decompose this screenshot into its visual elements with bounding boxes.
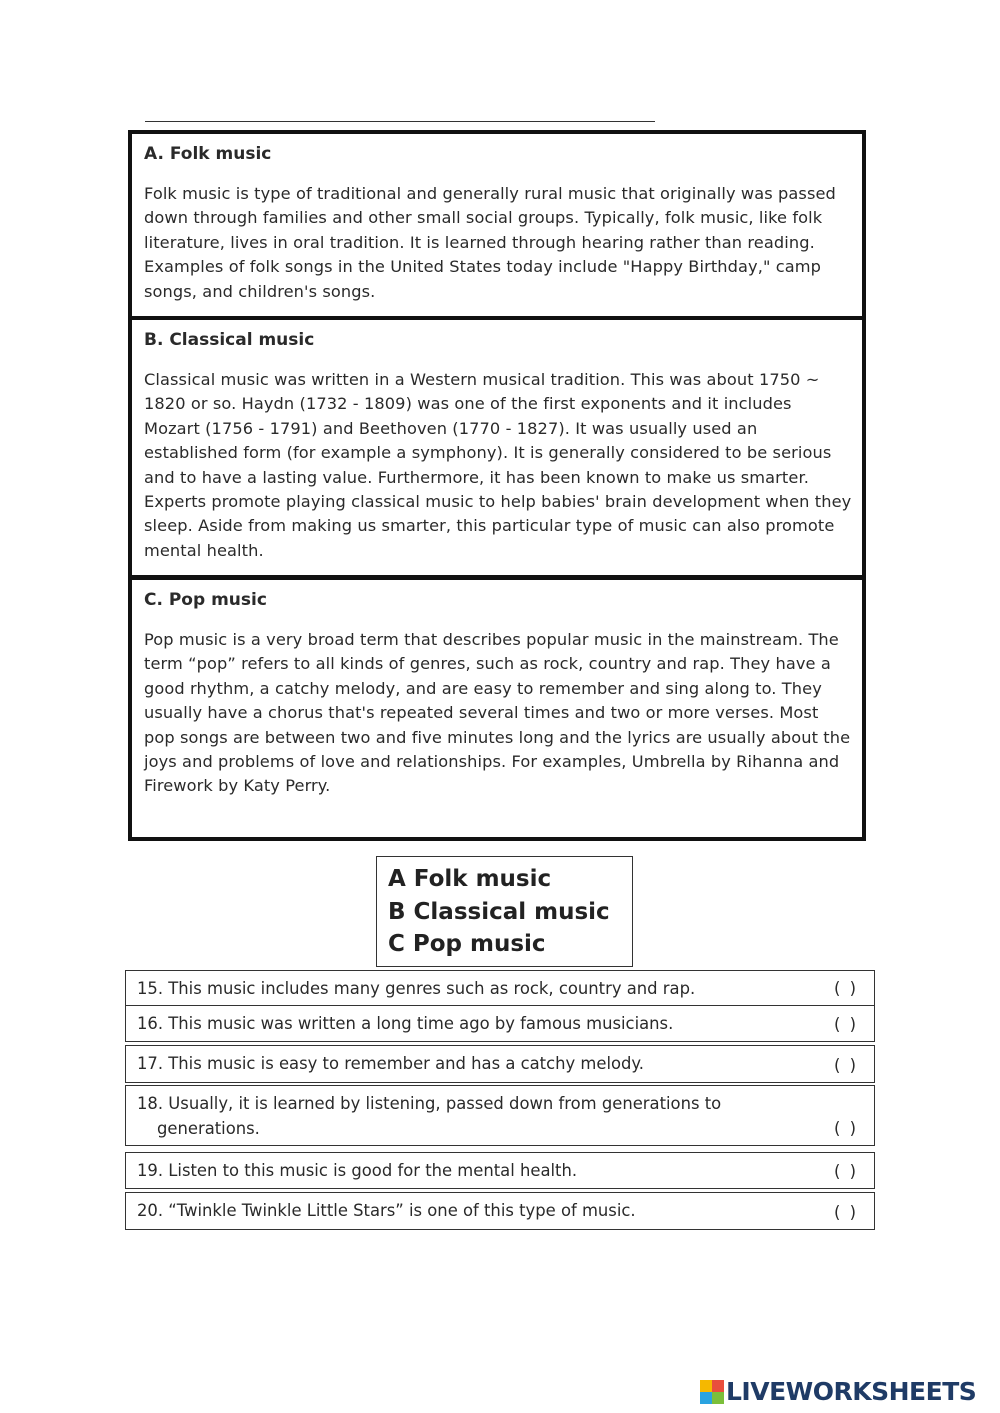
answer-blank[interactable]: ( ) bbox=[834, 1162, 858, 1181]
answer-blank[interactable]: ( ) bbox=[834, 1056, 858, 1075]
question-text: 19. Listen to this music is good for the mental health. bbox=[137, 1161, 578, 1180]
logo-square-red bbox=[712, 1380, 724, 1392]
liveworksheets-logo[interactable] bbox=[700, 1377, 976, 1406]
question-19 bbox=[125, 1152, 875, 1189]
section-title: C. Pop music bbox=[144, 590, 267, 610]
legend-item-a: A Folk music bbox=[388, 866, 552, 892]
section-body: Pop music is a very broad term that describes popular music in the mainstream. The term “pop” refers to all kinds of genres, such as rock, country and rap. They have a good rhythm, a catchy melody, and are easy to remember and sing along to. They usually have a chorus that's repeated several times and two or more verses. Most pop songs are between two and five minutes long and the lyrics are usually about the joys and problems of love and relationships. For examples, Umbrella by Rihanna and Firework by Katy Perry. bbox=[144, 630, 851, 796]
top-rule bbox=[145, 121, 655, 122]
answer-blank[interactable]: ( ) bbox=[834, 1015, 858, 1034]
liveworksheets-logo-icon bbox=[700, 1380, 724, 1404]
section-body: Classical music was written in a Western musical tradition. This was about 1750 ~ 1820 or so. Haydn (1732 - 1809) was one of the first exponents and it includes Mozart (1756 - 1791) and Beethoven (1770 - 1827). It was usually used an established form (for example a symphony). It is generally considered to be serious and to have a lasting value. Furthermore, it has been known to make us smarter. Experts promote playing classical music to help babies' brain development when they sleep. Aside from making us smarter, this particular type of music can also promote mental health. bbox=[144, 370, 852, 560]
logo-text: LIVEWORKSHEETS bbox=[726, 1377, 977, 1406]
legend-item-b: B Classical music bbox=[388, 898, 610, 925]
logo-square-blue bbox=[700, 1392, 712, 1404]
answer-blank[interactable]: ( ) bbox=[834, 1203, 858, 1222]
logo-square-green bbox=[712, 1392, 724, 1404]
question-16 bbox=[125, 1005, 875, 1042]
question-18 bbox=[125, 1085, 875, 1146]
question-text-continued: generations. bbox=[157, 1119, 260, 1138]
question-17 bbox=[125, 1045, 875, 1083]
section-pop-music bbox=[128, 576, 866, 841]
section-title: B. Classical music bbox=[144, 330, 315, 350]
question-15 bbox=[125, 970, 875, 1006]
section-classical-music bbox=[128, 316, 866, 579]
section-title: A. Folk music bbox=[144, 144, 272, 164]
question-text: 15. This music includes many genres such as rock, country and rap. bbox=[137, 979, 696, 998]
answer-key-legend bbox=[376, 856, 633, 967]
logo-square-yellow bbox=[700, 1380, 712, 1392]
answer-blank[interactable]: ( ) bbox=[834, 1119, 858, 1138]
section-folk-music bbox=[128, 130, 866, 320]
question-text: 16. This music was written a long time ago by famous musicians. bbox=[137, 1014, 674, 1033]
question-text: 20. “Twinkle Twinkle Little Stars” is one of this type of music. bbox=[137, 1201, 636, 1220]
question-text: 18. Usually, it is learned by listening, passed down from generations to bbox=[137, 1094, 722, 1113]
question-20 bbox=[125, 1192, 875, 1230]
legend-item-c: C Pop music bbox=[388, 931, 546, 957]
section-body: Folk music is type of traditional and generally rural music that originally was passed down through families and other small social groups. Typically, folk music, like folk literature, lives in oral tradition. It is learned through hearing rather than reading. Examples of folk songs in the United States today include "Happy Birthday," camp songs, and children's songs. bbox=[144, 184, 836, 301]
question-text: 17. This music is easy to remember and has a catchy melody. bbox=[137, 1054, 644, 1073]
answer-blank[interactable]: ( ) bbox=[834, 979, 858, 998]
